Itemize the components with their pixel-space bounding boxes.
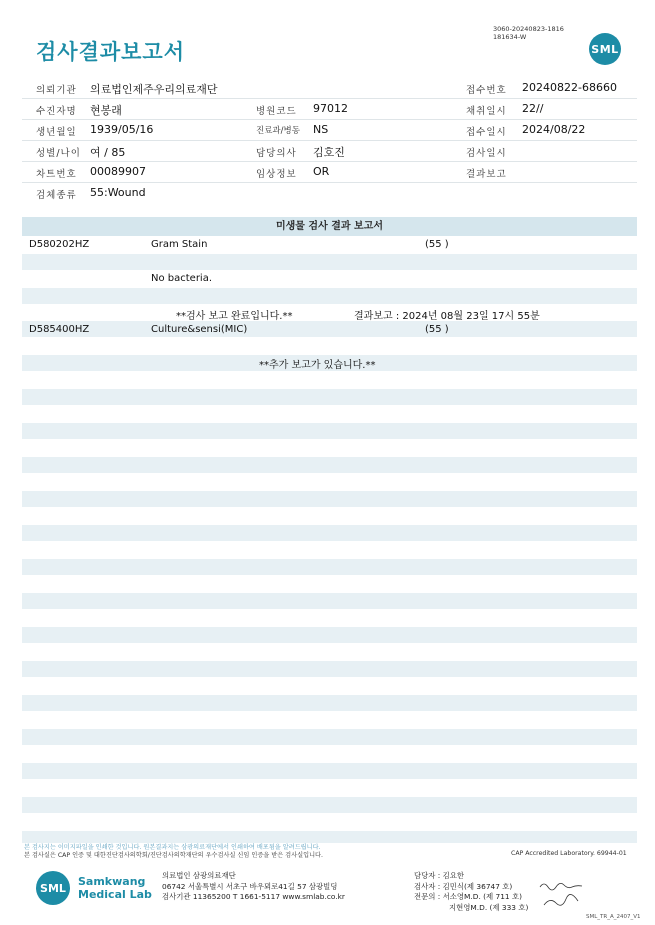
info-row-1: [22, 78, 637, 99]
clinical-value: OR: [313, 165, 330, 178]
info-row-4: [22, 141, 637, 162]
stripe: [22, 695, 637, 711]
sex-age-value: 여 / 85: [90, 146, 126, 159]
hospital-code-value: 97012: [313, 102, 348, 115]
specialist2-value: 지현영M.D. (제 333 호): [449, 902, 529, 912]
manager-value: 김요한: [442, 871, 465, 880]
patient-label: 수진자명: [36, 106, 77, 117]
stripe: [22, 525, 637, 541]
test1-code: D580202HZ: [29, 239, 90, 250]
birth-label: 생년월일: [36, 127, 77, 138]
signers: [414, 871, 528, 913]
stripe: [22, 457, 637, 473]
document-id-line2: 181634-W: [493, 33, 527, 41]
receipt-date-value: 2024/08/22: [522, 123, 586, 136]
brand-line2: Medical Lab: [78, 888, 152, 901]
stripe: [22, 423, 637, 439]
report-label: 결과보고: [466, 169, 507, 180]
brand-line1: Samkwang: [78, 875, 146, 888]
signature-icon: [538, 879, 588, 909]
info-row-2: [22, 99, 637, 120]
page-title: 검사결과보고서: [36, 40, 186, 64]
stripe: [22, 627, 637, 643]
stripe: [22, 254, 637, 270]
requester-label: 의뢰기관: [36, 85, 77, 96]
org-name: 의료법인 삼광의료재단: [162, 871, 236, 880]
tester-label: 검사자 :: [414, 881, 441, 891]
receipt-date-label: 접수일시: [466, 127, 507, 138]
doctor-label: 담당의사: [256, 148, 297, 159]
stripe: [22, 661, 637, 677]
section-title: 미생물 검사 결과 보고서: [22, 217, 637, 236]
test1-report-time: 결과보고 : 2024년 08월 23일 17시 55분: [354, 311, 540, 322]
specialist-label: 전문의 :: [414, 892, 441, 901]
birth-value: 1939/05/16: [90, 123, 154, 136]
sml-logo-icon: SML: [589, 33, 621, 65]
test1-name: Gram Stain: [151, 239, 208, 250]
receipt-no-label: 접수번호: [466, 85, 507, 96]
test2-code: D585400HZ: [29, 324, 90, 335]
stripe: [22, 729, 637, 745]
collect-date-value: 22//: [522, 102, 544, 115]
test1-result: No bacteria.: [151, 273, 213, 284]
sex-age-label: 성별/나이: [36, 148, 81, 159]
stripe: [22, 389, 637, 405]
stripe: [22, 288, 637, 304]
notice-line2: 본 검사실은 CAP 인증 및 대한진단검사의학회/진단검사의학재단의 우수검사실 신임 인증을 받은 검사실입니다.: [24, 852, 323, 859]
requester-value: 의료법인제주우리의료재단: [90, 83, 218, 96]
stripe: [22, 593, 637, 609]
patient-value: 현봉래: [90, 104, 122, 117]
test1-complete-note: **검사 보고 완료입니다.**: [176, 311, 293, 322]
test1-specimen: (55 ): [425, 239, 449, 250]
dept-value: NS: [313, 123, 329, 136]
test2-name: Culture&sensi(MIC): [151, 324, 248, 335]
test-date-label: 검사일시: [466, 148, 507, 159]
cap-text: CAP Accredited Laboratory. 69944-01: [511, 850, 627, 857]
test2-specimen: (55 ): [425, 324, 449, 335]
notice-line1: 본 검사지는 이미지파일을 인쇄한 것입니다. 원본결과지는 삼광의료재단에서 인쇄하여 배포됨을 알려드립니다.: [24, 844, 321, 851]
chart-label: 차트번호: [36, 169, 77, 180]
footer-sml-logo-icon: SML: [36, 871, 70, 905]
document-id: [493, 25, 564, 41]
specimen-value: 55:Wound: [90, 186, 146, 199]
specialist1-value: 서소영M.D. (제 711 호): [442, 892, 523, 901]
chart-value: 00089907: [90, 165, 146, 178]
form-code: SML_TR_A_2407_V1: [586, 914, 641, 920]
info-row-3: [22, 120, 637, 141]
info-row-6: [22, 183, 637, 203]
dept-label: 진료과/병동: [256, 126, 300, 136]
test2-note: **추가 보고가 있습니다.**: [259, 360, 376, 371]
specimen-label: 검체종류: [36, 190, 77, 201]
org-address: 06742 서울특별시 서초구 바우뫼로41길 57 삼광빌딩: [162, 881, 338, 891]
manager-label: 담당자 :: [414, 871, 441, 880]
brand-name: [78, 875, 152, 901]
hospital-code-label: 병원코드: [256, 106, 297, 117]
stripe: [22, 559, 637, 575]
info-row-5: [22, 162, 637, 183]
receipt-no-value: 20240822-68660: [522, 81, 617, 94]
collect-date-label: 채취일시: [466, 106, 507, 117]
org-phone: 검사기관 11365200 T 1661-5117 www.smlab.co.kr: [162, 892, 345, 901]
stripe: [22, 321, 637, 337]
doctor-value: 김호진: [313, 146, 345, 159]
stripe: [22, 763, 637, 779]
clinical-label: 임상정보: [256, 169, 297, 180]
stripe: [22, 491, 637, 507]
stripe: [22, 797, 637, 813]
document-id-line1: 3060-20240823-1816: [493, 25, 564, 33]
org-info: [162, 871, 345, 903]
tester-value: 김민식(제 36747 호): [442, 881, 513, 891]
